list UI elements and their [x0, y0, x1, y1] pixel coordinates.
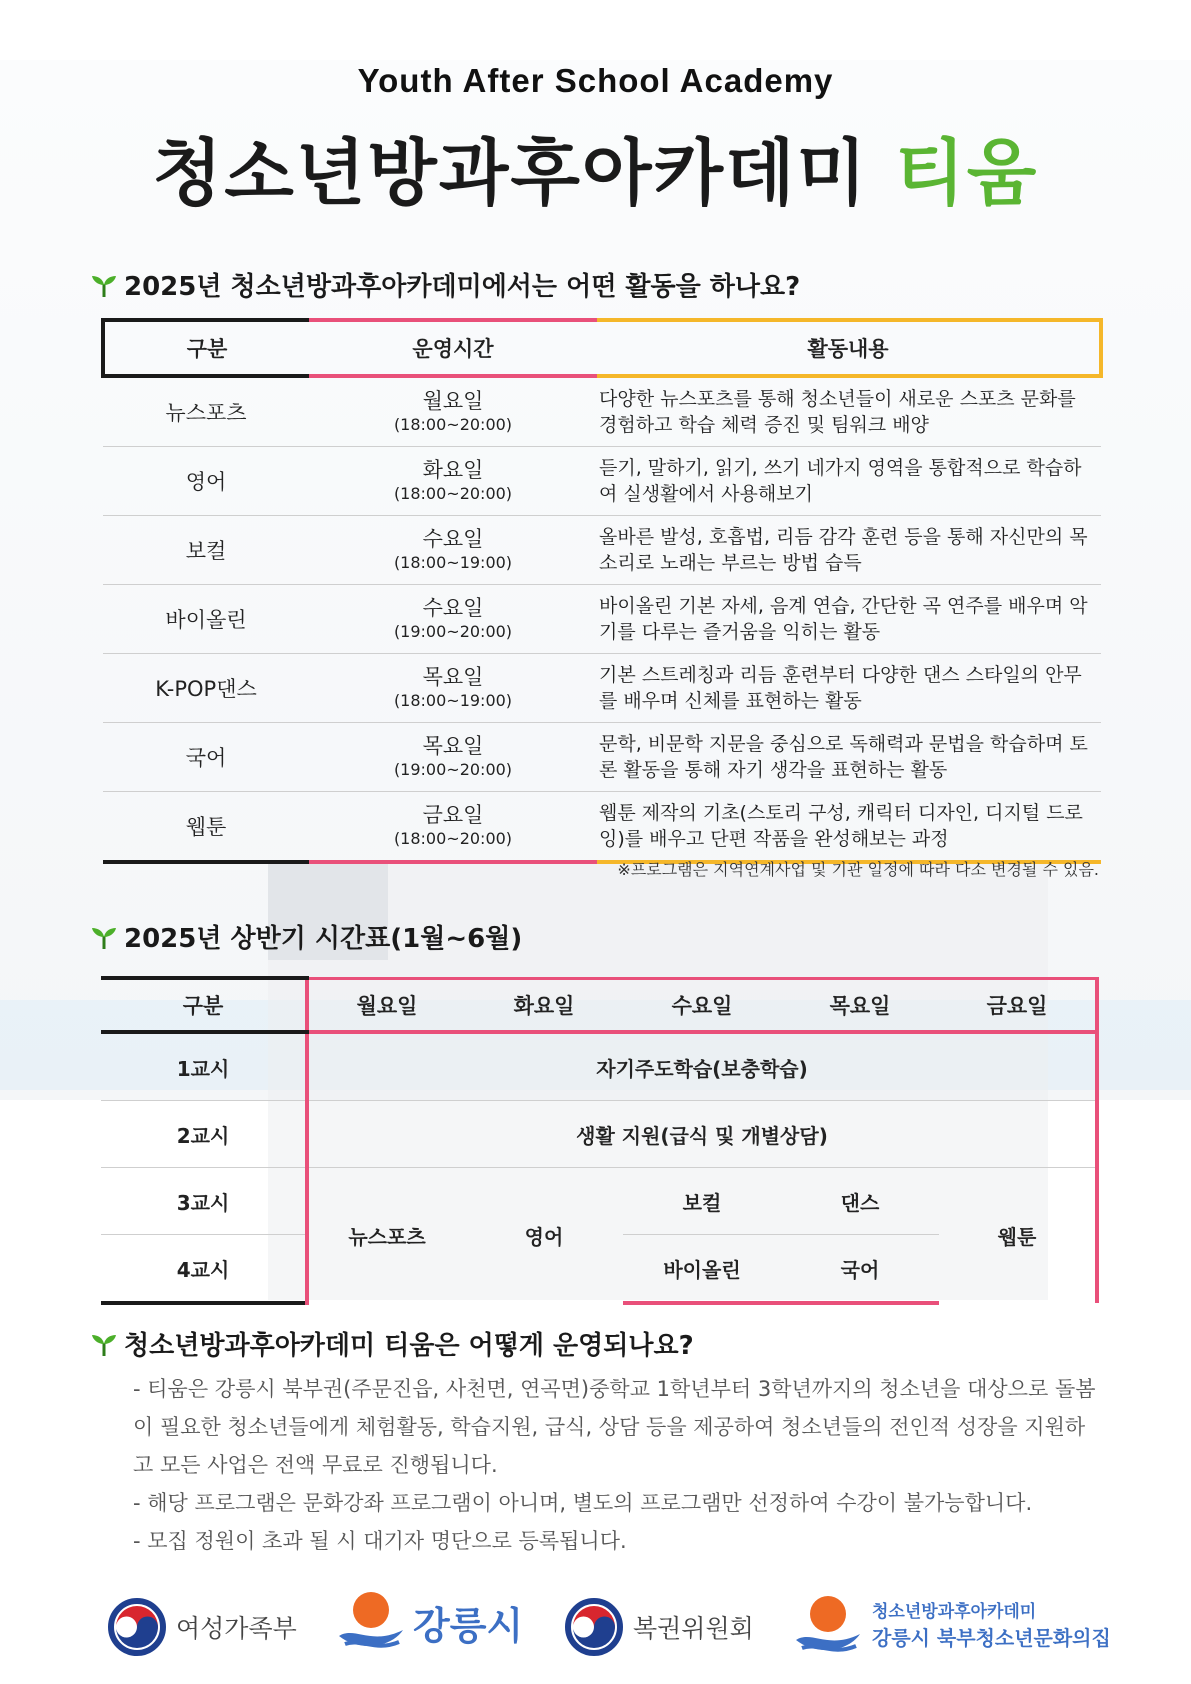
- period-label: 3교시: [101, 1168, 307, 1235]
- friday-class: 웹툰: [939, 1168, 1097, 1304]
- sponsor-logos: [0, 1588, 1191, 1668]
- program-day: 금요일: [422, 803, 484, 827]
- header-activity: 활동내용: [597, 320, 1101, 376]
- header-friday: 금요일: [939, 978, 1097, 1032]
- period-label: 2교시: [101, 1101, 307, 1168]
- program-day: 목요일: [422, 734, 484, 758]
- program-hours: (18:00~20:00): [393, 415, 513, 434]
- page-title: [0, 115, 1191, 219]
- header-category: 구분: [103, 320, 309, 376]
- section-title-activities: [90, 266, 800, 303]
- header-time: 운영시간: [309, 320, 597, 376]
- activities-table: [101, 318, 1103, 864]
- sprout-icon: [90, 271, 118, 299]
- taegeuk-icon: [108, 1598, 166, 1656]
- logo-welfare-text: 복권위원회: [633, 1614, 754, 1643]
- info-item: - 티움은 강릉시 북부권(주문진읍, 사천면, 연곡면)중학교 1학년부터 3학년까지의 청소년을 대상으로 돌봄이 필요한 청소년들에게 체험활동, 학습지원, 급식, 상담 등을 제공하여 청소년들의 전인적 성장을 지원하고 모든 사업은 전액 무료로 진행됩니다.: [133, 1377, 1096, 1477]
- info-item: - 모집 정원이 초과 될 시 대기자 명단으로 등록됩니다.: [133, 1529, 627, 1553]
- program-description: 기본 스트레칭과 리듬 훈련부터 다양한 댄스 스타일의 안무를 배우며 신체를 표현하는 활동: [597, 654, 1101, 723]
- header-tuesday: 화요일: [465, 978, 623, 1032]
- table-row: [103, 723, 1101, 792]
- timetable-row: [101, 1168, 1097, 1235]
- program-schedule: [309, 585, 597, 654]
- program-hours: (18:00~20:00): [393, 484, 513, 503]
- period-label: 1교시: [101, 1032, 307, 1101]
- header-monday: 월요일: [307, 978, 465, 1032]
- wednesday-period4: 바이올린: [623, 1235, 781, 1304]
- program-name: 보컬: [103, 516, 309, 585]
- program-day: 화요일: [422, 458, 484, 482]
- program-description: 바이올린 기본 자세, 음계 연습, 간단한 곡 연주를 배우며 악기를 다루는 즐거움을 익히는 활동: [597, 585, 1101, 654]
- section-title-text: 청소년방과후아카데미 티움은 어떻게 운영되나요?: [124, 1331, 694, 1361]
- program-hours: (18:00~19:00): [393, 553, 513, 572]
- program-hours: (19:00~20:00): [393, 622, 513, 641]
- program-day: 월요일: [422, 389, 484, 413]
- logo-academy: [792, 1592, 1111, 1660]
- table-row: [103, 654, 1101, 723]
- timetable-row: [101, 1032, 1097, 1101]
- table-header-row: [103, 320, 1101, 376]
- program-day: 수요일: [422, 527, 484, 551]
- program-description: 문학, 비문학 지문을 중심으로 독해력과 문법을 학습하며 토론 활동을 통해 자기 생각을 표현하는 활동: [597, 723, 1101, 792]
- program-description: 듣기, 말하기, 읽기, 쓰기 네가지 영역을 통합적으로 학습하여 실생활에서 사용해보기: [597, 447, 1101, 516]
- logo-academy-line2: 강릉시 북부청소년문화의집: [872, 1626, 1111, 1650]
- program-description: 올바른 발성, 호흡법, 리듬 감각 훈련 등을 통해 자신만의 목소리로 노래는 부르는 방법 습득: [597, 516, 1101, 585]
- program-name: 웹툰: [103, 792, 309, 863]
- info-item: - 해당 프로그램은 문화강좌 프로그램이 아니며, 별도의 프로그램만 선정하여 수강이 불가능합니다.: [133, 1491, 1033, 1515]
- operation-info: [133, 1370, 1103, 1560]
- timetable: [101, 976, 1099, 1305]
- program-schedule: [309, 654, 597, 723]
- gangneung-symbol-icon: [335, 1588, 407, 1656]
- program-name: 영어: [103, 447, 309, 516]
- logo-mogef-text: 여성가족부: [176, 1614, 297, 1643]
- program-schedule: [309, 723, 597, 792]
- program-schedule: [309, 516, 597, 585]
- program-hours: (18:00~19:00): [393, 691, 513, 710]
- section-title-text: 2025년 청소년방과후아카데미에서는 어떤 활동을 하나요?: [124, 272, 801, 302]
- program-name: 국어: [103, 723, 309, 792]
- logo-academy-line1: 청소년방과후아카데미: [872, 1602, 1037, 1622]
- monday-class: 뉴스포츠: [307, 1168, 465, 1304]
- taegeuk-icon: [565, 1598, 623, 1656]
- logo-gangneung-text: 강릉시: [413, 1603, 524, 1648]
- title-accent: 티움: [895, 131, 1039, 215]
- program-name: K-POP댄스: [103, 654, 309, 723]
- header-wednesday: 수요일: [623, 978, 781, 1032]
- timetable-header-row: [101, 978, 1097, 1032]
- schedule-change-note: ※프로그램은 지역연계사업 및 기관 일정에 따라 다소 변경될 수 있음.: [617, 860, 1099, 879]
- program-day: 수요일: [422, 596, 484, 620]
- program-schedule: [309, 376, 597, 447]
- self-study-cell: 자기주도학습(보충학습): [307, 1032, 1097, 1101]
- program-name: 뉴스포츠: [103, 376, 309, 447]
- section-title-text: 2025년 상반기 시간표(1월~6월): [124, 924, 523, 954]
- program-hours: (18:00~20:00): [393, 829, 513, 848]
- program-name: 바이올린: [103, 585, 309, 654]
- logo-welfare: [565, 1598, 754, 1656]
- table-row: [103, 447, 1101, 516]
- subtitle: Youth After School Academy: [357, 62, 834, 99]
- thursday-period3: 댄스: [781, 1168, 939, 1235]
- table-row: [103, 585, 1101, 654]
- header-category: 구분: [101, 978, 307, 1032]
- wednesday-period3: 보컬: [623, 1168, 781, 1235]
- header-thursday: 목요일: [781, 978, 939, 1032]
- table-row: [103, 376, 1101, 447]
- program-description: 웹툰 제작의 기초(스토리 구성, 캐릭터 디자인, 디지털 드로잉)를 배우고 단편 작품을 완성해보는 과정: [597, 792, 1101, 863]
- thursday-period4: 국어: [781, 1235, 939, 1304]
- program-day: 목요일: [422, 665, 484, 689]
- sprout-icon: [90, 1330, 118, 1358]
- logo-gangneung: [335, 1588, 523, 1656]
- sprout-icon: [90, 923, 118, 951]
- program-schedule: [309, 447, 597, 516]
- program-hours: (19:00~20:00): [393, 760, 513, 779]
- life-support-cell: 생활 지원(급식 및 개별상담): [307, 1101, 1097, 1168]
- table-row: [103, 792, 1101, 863]
- logo-academy-text: [872, 1600, 1111, 1652]
- logo-mogef: [108, 1598, 297, 1656]
- gangneung-symbol-icon: [792, 1592, 864, 1660]
- period-label: 4교시: [101, 1235, 307, 1304]
- table-row: [103, 516, 1101, 585]
- program-description: 다양한 뉴스포츠를 통해 청소년들이 새로운 스포츠 문화를 경험하고 학습 체력 증진 및 팀워크 배양: [597, 376, 1101, 447]
- timetable-row: [101, 1101, 1097, 1168]
- program-schedule: [309, 792, 597, 863]
- section-title-operation: [90, 1325, 694, 1362]
- tuesday-class: 영어: [524, 1225, 564, 1249]
- section-title-timetable: [90, 918, 522, 955]
- title-main: 청소년방과후아카데미: [152, 131, 869, 215]
